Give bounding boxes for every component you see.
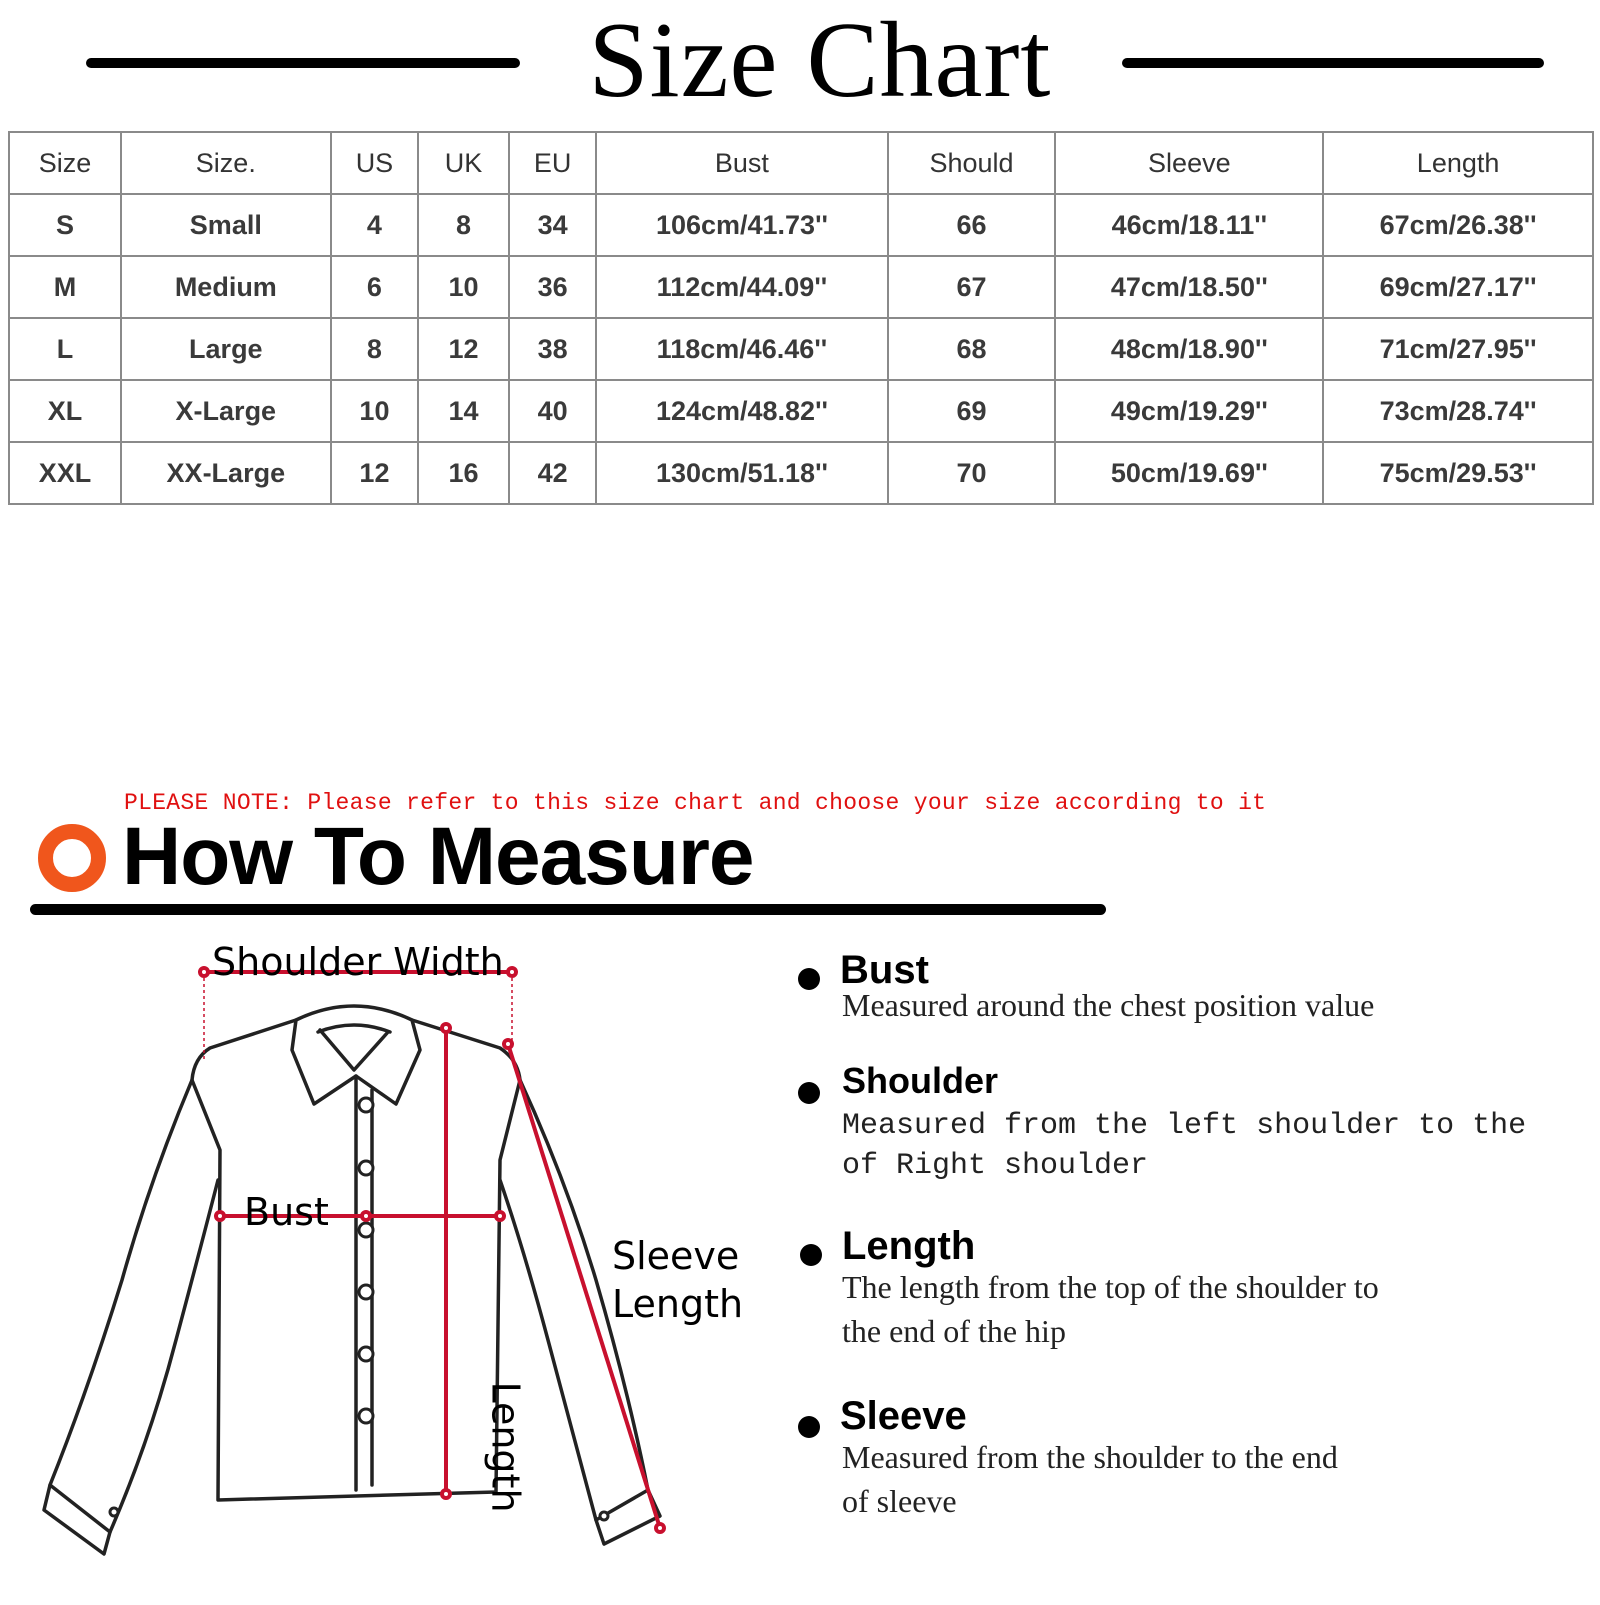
size-table — [8, 131, 1594, 505]
definition-title: Sleeve — [840, 1394, 967, 1438]
endpoint-marker — [508, 968, 516, 976]
table-cell: XL — [9, 380, 121, 442]
size-note: PLEASE NOTE: Please refer to this size chart and choose your size according to it — [124, 790, 1267, 816]
table-cell: 12 — [331, 442, 419, 504]
table-cell: 10 — [331, 380, 419, 442]
table-cell: 71cm/27.95'' — [1323, 318, 1593, 380]
endpoint-marker — [442, 1490, 450, 1498]
table-row — [9, 442, 1593, 504]
table-cell: 48cm/18.90'' — [1055, 318, 1323, 380]
table-cell: 40 — [509, 380, 597, 442]
table-row — [9, 256, 1593, 318]
measurement-lines — [200, 968, 664, 1532]
definition-text-line1: Measured from the left shoulder to the — [842, 1109, 1527, 1143]
table-row — [9, 380, 1593, 442]
definition-text-line1: Measured from the shoulder to the end — [842, 1439, 1338, 1475]
header-eu: EU — [509, 132, 597, 194]
table-cell: Large — [121, 318, 331, 380]
header-us: US — [331, 132, 419, 194]
header-sleeve: Sleeve — [1055, 132, 1323, 194]
table-cell: Medium — [121, 256, 331, 318]
definition-title: Bust — [840, 948, 929, 992]
table-cell: 47cm/18.50'' — [1055, 256, 1323, 318]
table-cell: 6 — [331, 256, 419, 318]
table-cell: 8 — [418, 194, 509, 256]
bullet-icon — [800, 1244, 822, 1266]
size-chart-header — [0, 0, 1600, 120]
table-cell: 50cm/19.69'' — [1055, 442, 1323, 504]
header-size: Size — [9, 132, 121, 194]
table-cell: 34 — [509, 194, 597, 256]
table-cell: 112cm/44.09'' — [596, 256, 887, 318]
page-title: Size Chart — [588, 1, 1052, 120]
shoulder-width-label: Shoulder Width — [212, 940, 504, 984]
table-cell: L — [9, 318, 121, 380]
table-cell: 8 — [331, 318, 419, 380]
how-to-measure-heading: How To Measure — [122, 811, 754, 902]
table-cell: 67 — [888, 256, 1056, 318]
header-uk: UK — [418, 132, 509, 194]
table-cell: 66 — [888, 194, 1056, 256]
endpoint-marker — [496, 1212, 504, 1220]
title-rule-right — [1122, 58, 1544, 68]
endpoint-marker — [656, 1524, 664, 1532]
endpoint-marker — [200, 968, 208, 976]
table-cell: 10 — [418, 256, 509, 318]
table-cell: 69 — [888, 380, 1056, 442]
table-cell: 118cm/46.46'' — [596, 318, 887, 380]
endpoint-marker — [442, 1024, 450, 1032]
table-cell: X-Large — [121, 380, 331, 442]
table-cell: 130cm/51.18'' — [596, 442, 887, 504]
table-cell: 69cm/27.17'' — [1323, 256, 1593, 318]
table-cell: 124cm/48.82'' — [596, 380, 887, 442]
title-rule-left — [86, 58, 520, 68]
table-cell: 36 — [509, 256, 597, 318]
header-shoulder: Should — [888, 132, 1056, 194]
shirt-outline — [44, 1006, 660, 1554]
definition-title: Length — [842, 1224, 976, 1268]
table-row — [9, 194, 1593, 256]
definition-title: Shoulder — [842, 1060, 999, 1101]
table-cell: 46cm/18.11'' — [1055, 194, 1323, 256]
bust-label: Bust — [244, 1190, 329, 1234]
table-cell: 70 — [888, 442, 1056, 504]
sleeve-length-label-line1: Sleeve — [612, 1234, 740, 1278]
table-cell: S — [9, 194, 121, 256]
bullet-icon — [798, 968, 820, 990]
table-cell: 106cm/41.73'' — [596, 194, 887, 256]
definition-text-line2: of Right shoulder — [842, 1149, 1149, 1183]
bullet-icon — [798, 1416, 820, 1438]
table-cell: 4 — [331, 194, 419, 256]
sleeve-length-label-line2: Length — [612, 1282, 744, 1326]
endpoint-marker — [504, 1040, 512, 1048]
definition-text-line2: of sleeve — [842, 1483, 957, 1519]
header-length: Length — [1323, 132, 1593, 194]
header-bust: Bust — [596, 132, 887, 194]
table-cell: 67cm/26.38'' — [1323, 194, 1593, 256]
table-cell: 12 — [418, 318, 509, 380]
table-cell: 42 — [509, 442, 597, 504]
definition-text-line2: the end of the hip — [842, 1313, 1066, 1349]
heading-rule — [30, 904, 1106, 915]
orange-ring-icon — [38, 824, 106, 892]
table-row — [9, 318, 1593, 380]
table-cell: 38 — [509, 318, 597, 380]
definition-text: Measured around the chest position value — [842, 987, 1375, 1023]
measurement-diagram — [0, 920, 760, 1600]
bullet-icon — [798, 1082, 820, 1104]
table-cell: 16 — [418, 442, 509, 504]
table-cell: 14 — [418, 380, 509, 442]
table-cell: M — [9, 256, 121, 318]
header-size-name: Size. — [121, 132, 331, 194]
definition-text-line1: The length from the top of the shoulder to — [842, 1269, 1379, 1305]
table-cell: 73cm/28.74'' — [1323, 380, 1593, 442]
endpoint-marker — [216, 1212, 224, 1220]
table-cell: Small — [121, 194, 331, 256]
table-cell: XX-Large — [121, 442, 331, 504]
table-cell: 68 — [888, 318, 1056, 380]
endpoint-marker — [362, 1212, 370, 1220]
table-cell: 49cm/19.29'' — [1055, 380, 1323, 442]
table-cell: XXL — [9, 442, 121, 504]
table-cell: 75cm/29.53'' — [1323, 442, 1593, 504]
table-header-row — [9, 132, 1593, 194]
length-label: Length — [483, 1381, 528, 1513]
